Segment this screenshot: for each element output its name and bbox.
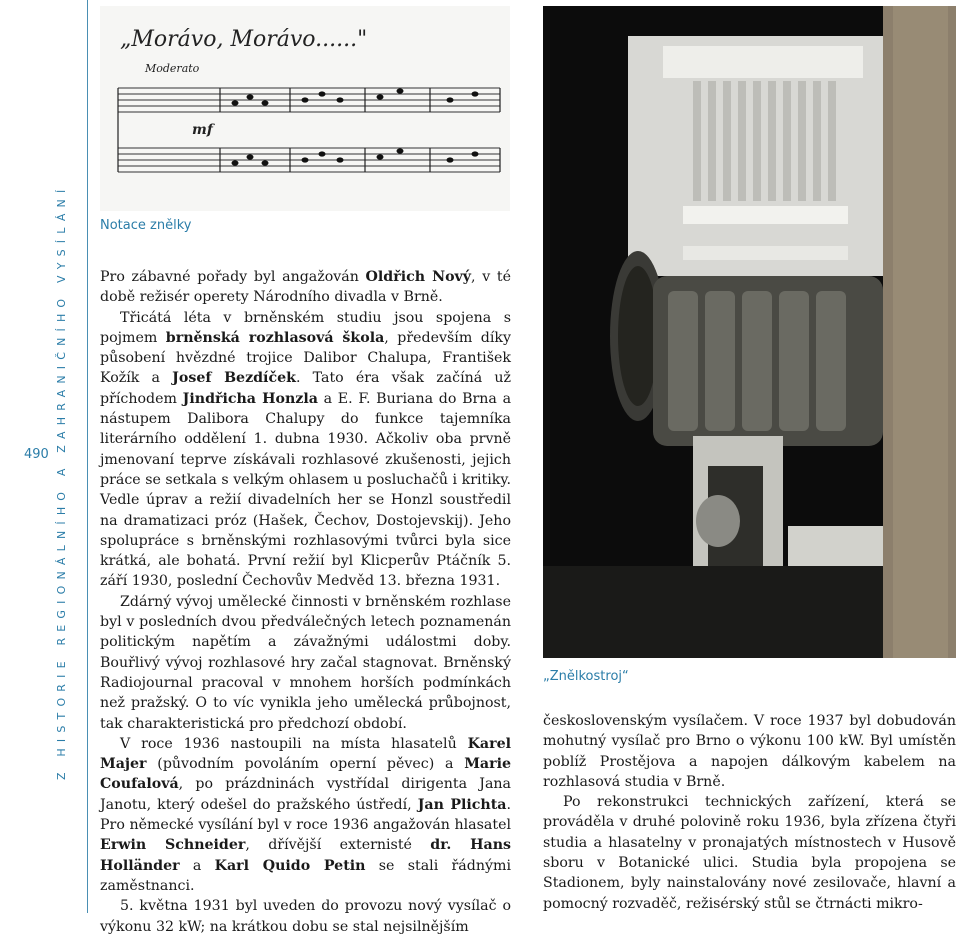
text-run: a (179, 857, 215, 874)
bold-name: dr. Hans Holländer (100, 837, 511, 874)
paragraph (100, 267, 511, 308)
left-column (100, 267, 511, 937)
text-run: , po prázdninách vystřídal dirigenta Jana Janotu, který odešel do pražského ústředí, (100, 776, 511, 813)
page-number: 490 (24, 447, 49, 462)
text-run: 5. května 1931 byl uveden do provozu nový vysílač o výkonu 32 kW; na krátkou dobu se stal nejsilnějším (100, 898, 511, 935)
text-run: (původním povoláním operní pěvec) a (146, 756, 465, 773)
text-run: , dřívější externisté (245, 837, 431, 854)
text-run: Po rekonstrukci technických zařízení, která se prováděla v druhé polovině roku 1936, byla zřízena čtyři studia a hlasatelny v pronajatých místnostech v Husově sboru v Botanické ulici. Studia byla propojena se Stadionem, byly nainstalovány nové zesilovače, hlavní a pomocný rozvaděč, režisérský stůl se čtrnácti mikro- (543, 794, 956, 912)
bold-name: Jindřicha Honzla (182, 390, 318, 407)
bold-name: Karl Quido Petin (214, 857, 366, 874)
text-run: a E. F. Buriana do Brna a nástupem Dalibora Chalupy do funkce tajemníka literárního oddělení 1. dubna 1930. Ačkoliv oba prvně jmenovaní teprve získávali rozhlasové zkušenosti, jejich práce se setkala s velkým ohlasem u posluchačů i kritiky. Vedle úprav a režií divadelních her se Honzl soustředil na dramatizaci próz (Hašek, Čechov, Dostojevskij). Jeho spolupráce s brněnskými rozhlasovými tvůrci byla sice krátká, ale bohatá. První režií byl Klicperův Ptáčník 5. září 1930, poslední Čechovův Medvěd 13. března 1931. (100, 390, 512, 590)
text-run: Zdárný vývoj umělecké činnosti v brněnském rozhlase byl v posledních dvou předválečných letech poznamenán politickým napětím a závažnými událostmi doby. Bouřlivý vývoj rozhlasové hry začal stagnovat. Brněnský Radiojournal pracoval v mnohem horších podmínkách než pražský. O to víc vynikla jeho umělecká průbojnost, tak charakteristická pro předchozí období. (100, 593, 511, 732)
text-run: se stali řádnými zaměstnanci. (100, 857, 511, 894)
text-run: Třicátá léta v brněnském studiu jsou spojena s pojmem (100, 309, 511, 346)
paragraph (100, 308, 511, 592)
score-figure (100, 6, 510, 211)
side-divider (87, 0, 88, 913)
bold-name: Oldřich Nový (365, 269, 472, 285)
score-title: „Morávo, Morávo......" (120, 27, 368, 52)
score-image (100, 6, 510, 211)
bold-name: Karel Majer (100, 735, 511, 773)
bold-name: Jan Plichta (417, 796, 507, 813)
paragraph (100, 592, 511, 734)
score-dynamic: mf (192, 122, 213, 138)
paragraph (100, 734, 511, 896)
text-run: V roce 1936 nastoupili na místa hlasatelů (120, 735, 468, 752)
score-tempo: Moderato (145, 62, 200, 75)
paragraph (543, 711, 956, 792)
text-run: Pro zábavné pořady byl angažován (100, 269, 366, 285)
bold-name: Josef Bezdíček (172, 370, 296, 387)
text-run: . Pro německé vysílání byl v roce 1936 angažován hlasatel (100, 796, 511, 834)
paragraph (543, 792, 956, 914)
right-column (543, 711, 956, 914)
bold-name: brněnská rozhlasová škola (165, 329, 385, 346)
running-title: Z HISTORIE REGIONÁLNÍHO A ZAHRANIČNÍHO VYSÍLÁNÍ (55, 183, 68, 780)
bold-name: Marie Coufalová (100, 756, 511, 793)
text-run: , především díky působení hvězdné trojice Dalibor Chalupa, František Kožík a (100, 329, 511, 387)
text-run: . Tato éra však začíná už příchodem (100, 370, 511, 407)
bold-name: Erwin Schneider (100, 837, 246, 854)
znelkostroj-photo (543, 6, 956, 658)
machine-illustration (543, 6, 956, 658)
text-run: československým vysílačem. V roce 1937 byl dobudován mohutný vysílač pro Brno o výkonu 100 kW. Byl umístěn poblíž Prostějova a napojen dálkovým kabelem na rozhlasová studia v Brně. (543, 713, 956, 790)
score-caption: Notace znělky (100, 218, 192, 233)
paragraph (100, 896, 511, 937)
photo-caption: „Znělkostroj“ (543, 669, 629, 684)
text-run: , v té době režisér operety Národního divadla v Brně. (100, 269, 511, 306)
side-strip (0, 0, 88, 913)
